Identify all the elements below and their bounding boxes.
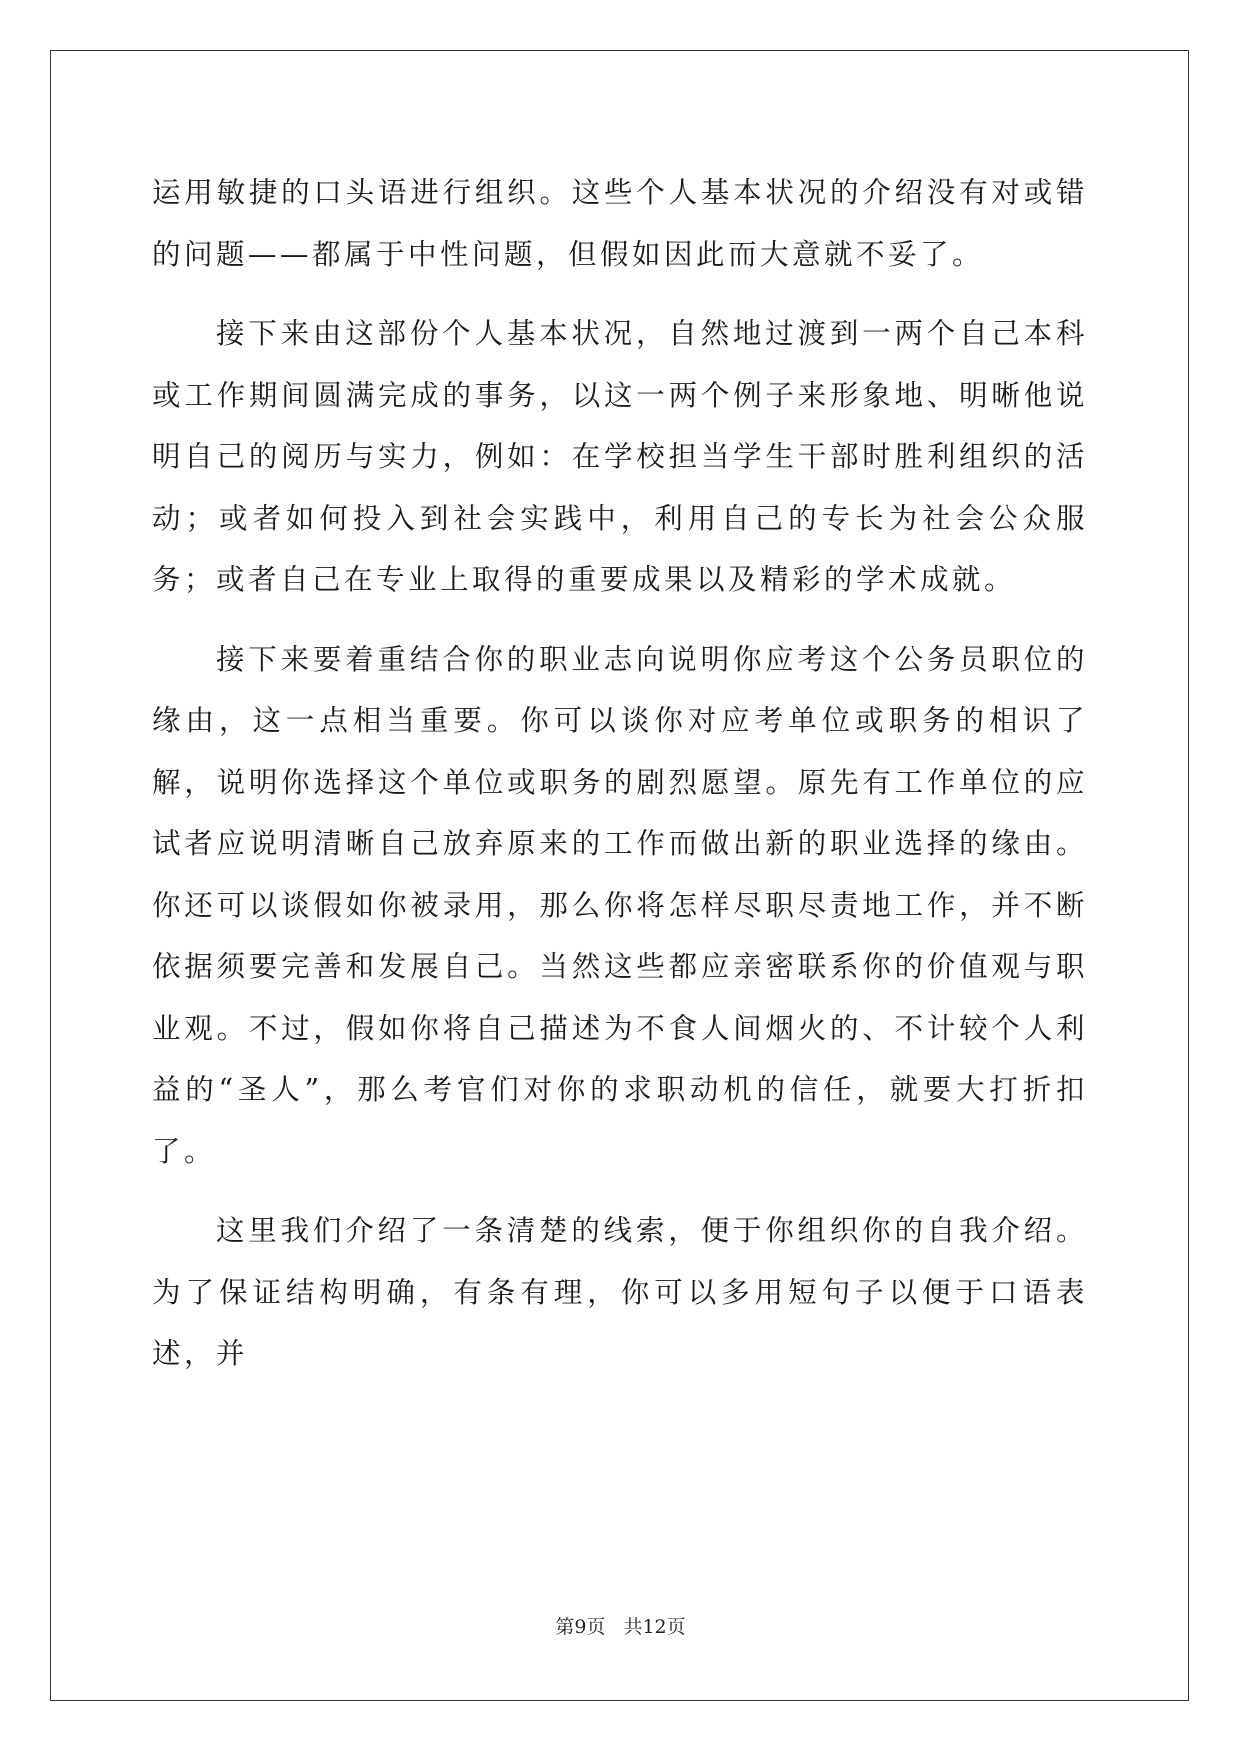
paragraph-1: 运用敏捷的口头语进行组织。这些个人基本状况的介绍没有对或错的问题——都属于中性问题，但假如因此而大意就不妥了。: [152, 176, 1088, 271]
paragraph-3: 接下来要着重结合你的职业志向说明你应考这个公务员职位的缘由，这一点相当重要。你可以谈你对应考单位或职务的相识了解，说明你选择这个单位或职务的剧烈愿望。原先有工作单位的应试者应说明清晰自己放弃原来的工作而做出新的职业选择的缘由。你还可以谈假如你被录用，那么你将怎样尽职尽责地工作，并不断依据须要完善和发展自己。当然这些都应亲密联系你的价值观与职业观。不过，假如你将自己描述为不食人间烟火的、不计较个人利益的“圣人”，那么考官们对你的求职动机的信任，就要大打折扣了。: [152, 642, 1088, 1168]
paragraph-2: 接下来由这部份个人基本状况，自然地过渡到一两个自己本科或工作期间圆满完成的事务，以这一两个例子来形象地、明晰他说明自己的阅历与实力，例如：在学校担当学生干部时胜利组织的活动；或者如何投入到社会实践中，利用自己的专长为社会公众服务；或者自己在专业上取得的重要成果以及精彩的学术成就。: [152, 317, 1088, 596]
paragraph-4: 这里我们介绍了一条清楚的线索，便于你组织你的自我介绍。为了保证结构明确，有条有理，你可以多用短句子以便于口语表述，并: [152, 1214, 1088, 1370]
document-body: [152, 162, 1088, 1385]
total-pages: 共12页: [623, 1616, 686, 1638]
page-number: 第9页: [555, 1616, 606, 1638]
page-footer: [0, 1612, 1241, 1639]
